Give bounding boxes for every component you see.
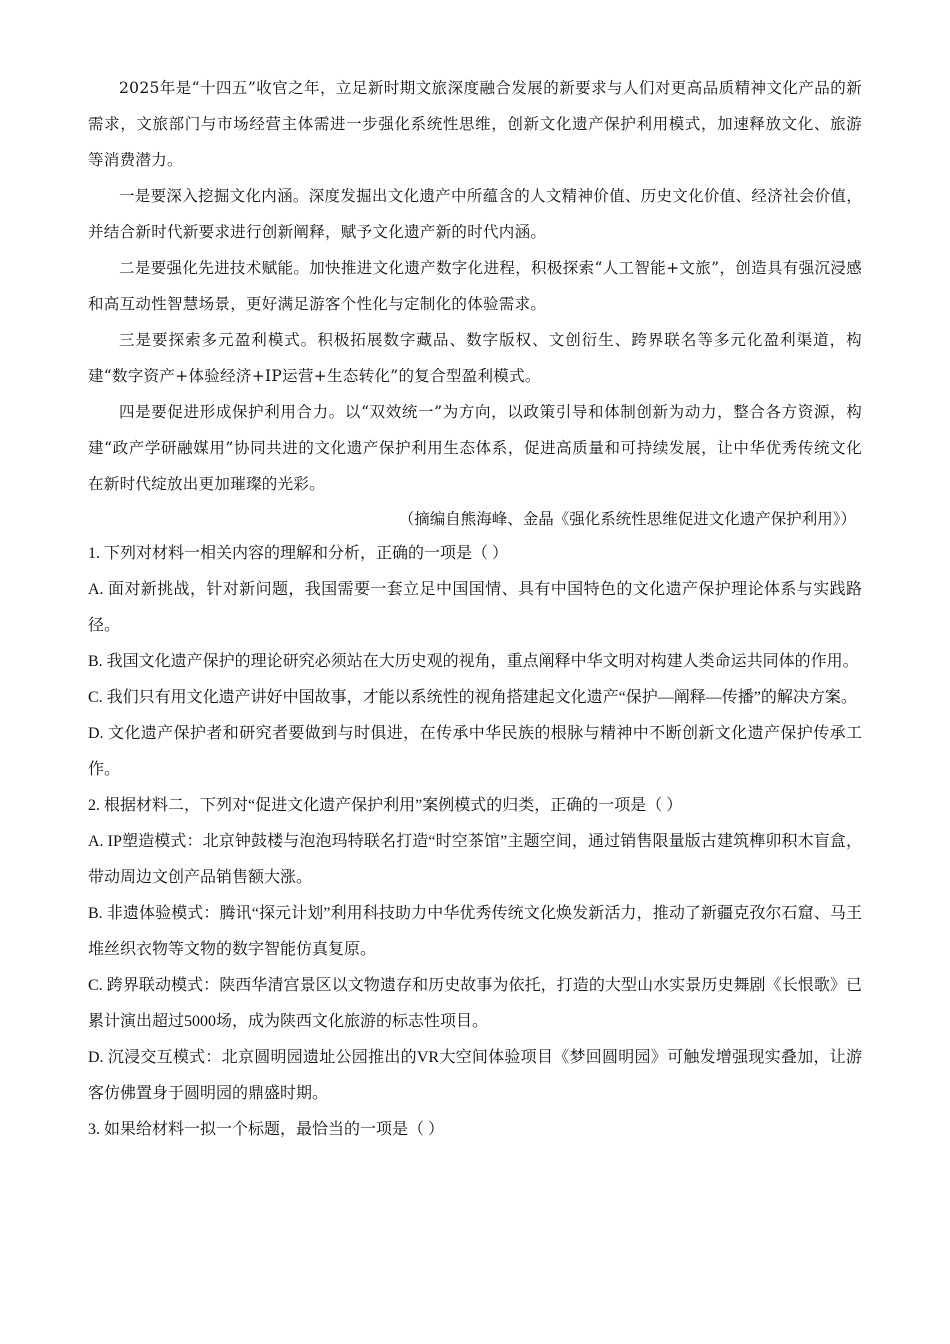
material-paragraph-5: 四是要促进形成保护利用合力。以“双效统一”为方向，以政策引导和体制创新为动力，整合各方资源，构建“政产学研融媒用”协同共进的文化遗产保护利用生态体系，促进高质量和可持续发展，让中华优秀传统文化在新时代绽放出更加璀璨的光彩。 <box>88 403 862 493</box>
question-2-option-b: B. 非遗体验模式：腾讯“探元计划”利用科技助力中华优秀传统文化焕发新活力，推动了新疆克孜尔石窟、马王堆丝织衣物等文物的数字智能仿真复原。 <box>88 905 862 958</box>
question-3-stem: 3. 如果给材料一拟一个标题，最恰当的一项是（ ） <box>88 1121 445 1138</box>
material-source: （摘编自熊海峰、金晶《强化系统性思维促进文化遗产保护利用》） <box>398 510 856 528</box>
question-1-option-a: A. 面对新挑战，针对新问题，我国需要一套立足中国国情、具有中国特色的文化遗产保护理论体系与实践路径。 <box>88 581 862 634</box>
question-2-stem: 2. 根据材料二，下列对“促进文化遗产保护利用”案例模式的归类，正确的一项是（ ） <box>88 797 683 814</box>
question-3 <box>88 1112 862 1148</box>
material-paragraph-3: 二是要强化先进技术赋能。加快推进文化遗产数字化进程，积极探索“人工智能+文旅”，创造具有强沉浸感和高互动性智慧场景，更好满足游客个性化与定制化的体验需求。 <box>88 259 862 313</box>
material-paragraph-4: 三是要探索多元盈利模式。积极拓展数字藏品、数字版权、文创衍生、跨界联名等多元化盈利渠道，构建“数字资产+体验经济+IP运营+生态转化”的复合型盈利模式。 <box>88 331 862 385</box>
question-1-option-d: D. 文化遗产保护者和研究者要做到与时俱进，在传承中华民族的根脉与精神中不断创新文化遗产保护传承工作。 <box>88 725 862 778</box>
question-2-option-d: D. 沉浸交互模式：北京圆明园遗址公园推出的VR大空间体验项目《梦回圆明园》可触发增强现实叠加，让游客仿佛置身于圆明园的鼎盛时期。 <box>88 1049 862 1102</box>
question-2-option-a: A. IP塑造模式：北京钟鼓楼与泡泡玛特联名打造“时空茶馆”主题空间，通过销售限量版古建筑榫卯积木盲盒，带动周边文创产品销售额大涨。 <box>88 833 862 886</box>
material-paragraph-1: 2025年是“十四五”收官之年，立足新时期文旅深度融合发展的新要求与人们对更高品质精神文化产品的新需求，文旅部门与市场经营主体需进一步强化系统性思维，创新文化遗产保护利用模式，加速释放文化、旅游等消费潜力。 <box>88 79 862 169</box>
question-1-stem: 1. 下列对材料一相关内容的理解和分析，正确的一项是（ ） <box>88 545 509 562</box>
question-2 <box>88 788 862 1112</box>
question-1 <box>88 536 862 788</box>
material-paragraph-2: 一是要深入挖掘文化内涵。深度发掘出文化遗产中所蕴含的人文精神价值、历史文化价值、经济社会价值，并结合新时代新要求进行创新阐释，赋予文化遗产新的时代内涵。 <box>88 187 862 241</box>
material-text <box>88 70 862 536</box>
question-1-option-b: B. 我国文化遗产保护的理论研究必须站在大历史观的视角，重点阐释中华文明对构建人类命运共同体的作用。 <box>88 653 859 670</box>
question-2-option-c: C. 跨界联动模式：陕西华清宫景区以文物遗存和历史故事为依托，打造的大型山水实景历史舞剧《长恨歌》已累计演出超过5000场，成为陕西文化旅游的标志性项目。 <box>88 977 862 1030</box>
document-page <box>88 70 862 1148</box>
question-1-option-c: C. 我们只有用文化遗产讲好中国故事，才能以系统性的视角搭建起文化遗产“保护—阐释—传播”的解决方案。 <box>88 689 857 706</box>
